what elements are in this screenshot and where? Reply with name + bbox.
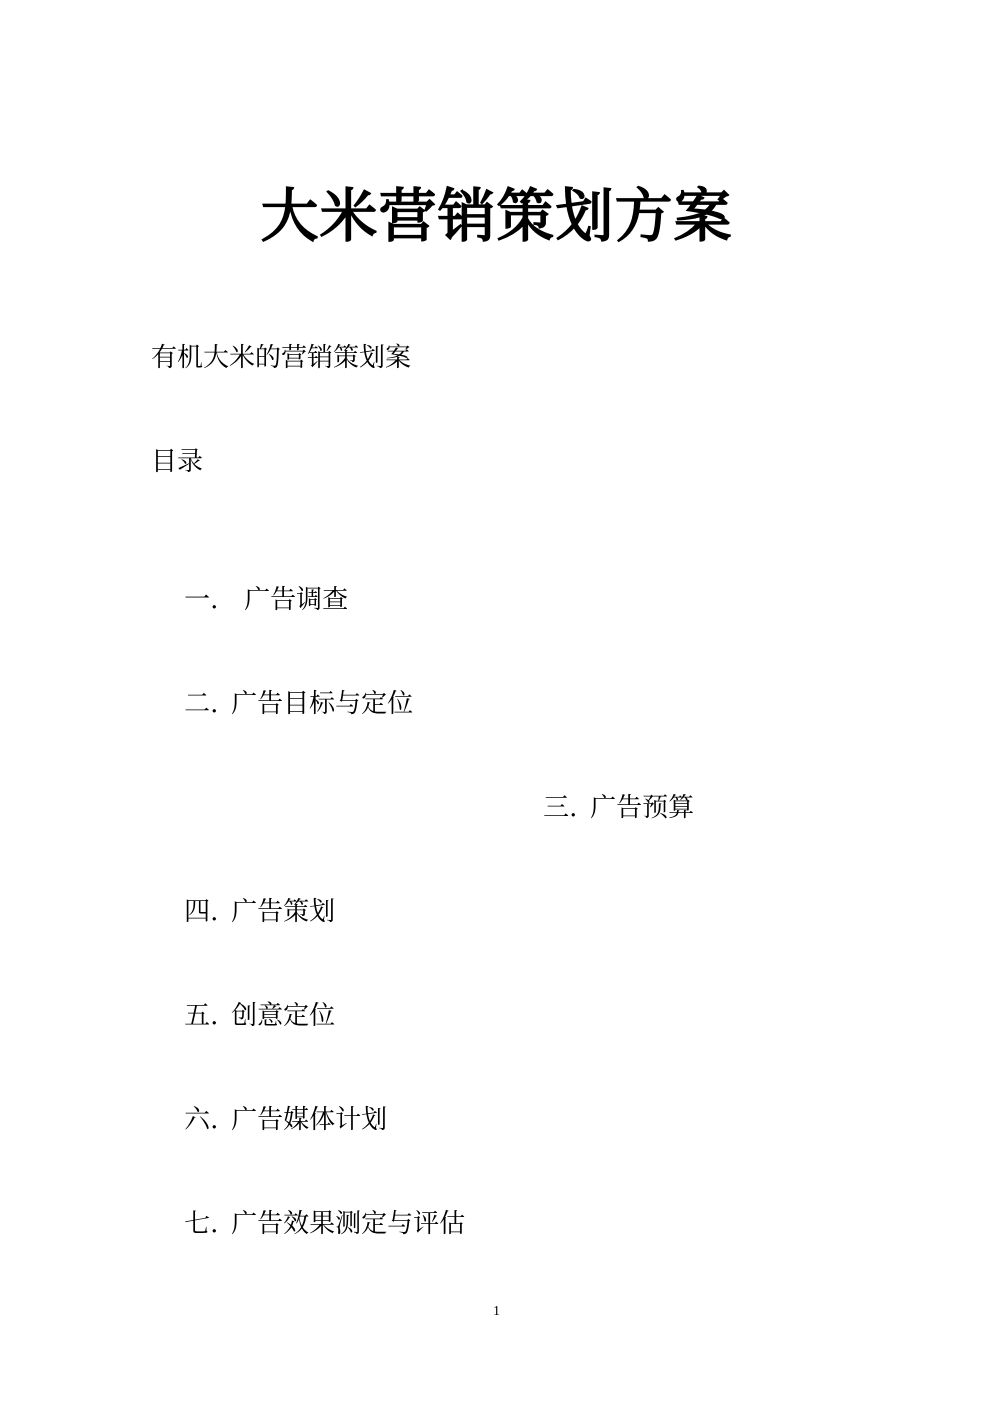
toc-item-number: 一. [184, 585, 219, 615]
toc-item-label: 广告预算 [590, 793, 695, 823]
toc-item-1 [151, 549, 348, 651]
page-title: 大米营销策划方案 [260, 182, 733, 250]
toc-item-label: 创意定位 [231, 1001, 336, 1031]
toc-item-3 [510, 757, 694, 859]
toc-item-7 [151, 1173, 465, 1275]
toc-item-label: 广告媒体计划 [231, 1105, 388, 1135]
page-number: 1 [493, 1304, 500, 1319]
toc-item-number: 三. [543, 793, 578, 823]
toc-item-number: 二. [184, 689, 219, 719]
toc-item-label: 广告目标与定位 [231, 689, 414, 719]
toc-item-number: 六. [184, 1105, 219, 1135]
toc-item-label: 广告调查 [244, 585, 349, 615]
toc-item-label: 广告效果测定与评估 [231, 1209, 466, 1239]
toc-item-number: 四. [184, 897, 219, 927]
toc-item-2 [151, 653, 413, 755]
toc-item-4 [151, 861, 335, 963]
toc-item-label: 广告策划 [231, 897, 336, 927]
toc-item-number: 七. [184, 1209, 219, 1239]
toc-heading: 目录 [151, 447, 204, 477]
toc-item-5 [151, 965, 335, 1067]
toc-item-6 [151, 1069, 387, 1171]
toc-item-number: 五. [184, 1001, 219, 1031]
document-subtitle: 有机大米的营销策划案 [151, 343, 412, 373]
